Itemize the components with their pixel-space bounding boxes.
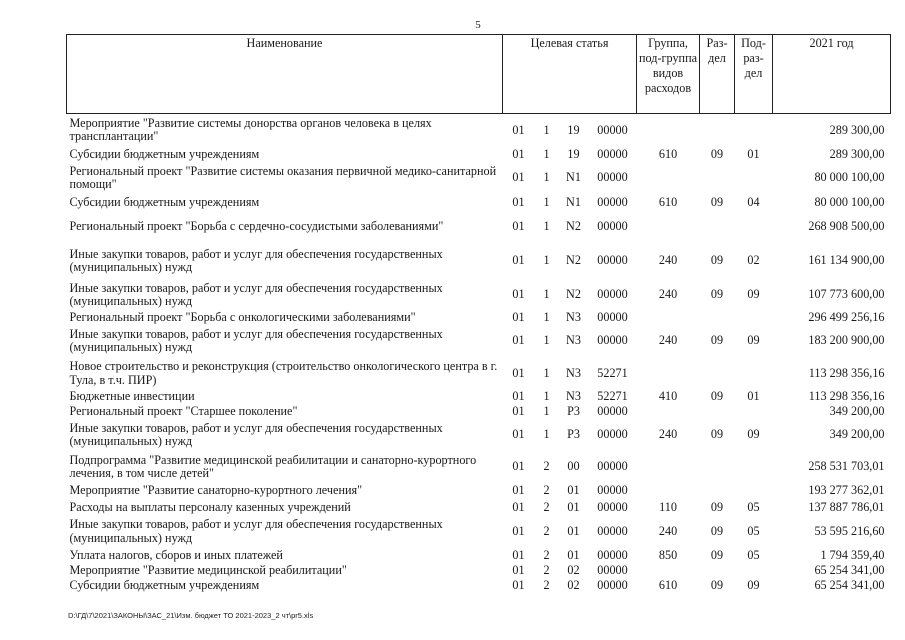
row-target-direction: 00000: [597, 253, 628, 268]
header-section: Раз-дел: [700, 35, 735, 114]
row-subsection: [735, 114, 773, 147]
row-target-direction: 00000: [597, 309, 628, 324]
row-subsection: 05: [747, 547, 760, 562]
row-target-program: 01: [512, 333, 525, 348]
row-target-event: N1: [566, 170, 581, 185]
row-expense-group: [637, 483, 700, 500]
row-section: [700, 212, 735, 243]
row-target-direction: 00000: [597, 427, 628, 442]
row-target-subprogram: 2: [543, 483, 550, 498]
table-row: [67, 212, 891, 243]
row-target-subprogram: 1: [543, 287, 550, 302]
row-target-program: 01: [512, 309, 525, 324]
row-target-subprogram: 2: [543, 547, 550, 562]
row-target-direction: 00000: [597, 459, 628, 474]
row-name: Субсидии бюджетным учреждениям: [69, 194, 260, 209]
row-amount: 53 595 216,60: [814, 523, 885, 538]
row-target-subprogram: 2: [543, 523, 550, 538]
row-name: Региональный проект "Борьба с сердечно-сосудистыми заболеваниями": [69, 219, 444, 234]
row-target-event: 01: [567, 523, 580, 538]
row-name: Региональный проект "Старшее поколение": [69, 403, 298, 418]
row-target-direction: 00000: [597, 146, 628, 161]
row-amount: 65 254 341,00: [814, 563, 885, 578]
row-amount: 80 000 100,00: [814, 194, 885, 209]
row-section: 09: [710, 194, 724, 209]
row-target-direction: 00000: [597, 122, 628, 137]
row-target-direction: 00000: [597, 333, 628, 348]
row-target-program: 01: [512, 287, 525, 302]
row-section: 09: [710, 499, 724, 514]
row-name: Мероприятие "Развитие системы донорства органов человека в целях трансплантации": [69, 115, 432, 144]
row-section: 09: [710, 578, 724, 593]
row-subsection: [735, 483, 773, 500]
row-subsection: [735, 212, 773, 243]
table-row: [67, 163, 891, 194]
row-target-subprogram: 1: [543, 253, 550, 268]
row-target-event: 02: [567, 563, 580, 578]
row-amount: 137 887 786,01: [808, 499, 885, 514]
row-target-subprogram: 1: [543, 427, 550, 442]
row-name: Иные закупки товаров, работ и услуг для обеспечения государственных (муниципальных) нужд: [69, 517, 443, 545]
row-target-direction: 00000: [597, 547, 628, 562]
row-amount: 80 000 100,00: [814, 170, 885, 185]
budget-table: [66, 34, 891, 594]
row-subsection: [735, 163, 773, 194]
row-expense-group: [637, 405, 700, 419]
row-amount: 296 499 256,16: [808, 309, 885, 324]
row-target-direction: 00000: [597, 563, 628, 578]
row-section: [700, 163, 735, 194]
row-target-subprogram: 2: [543, 563, 550, 578]
row-expense-group: 110: [659, 499, 677, 514]
header-year-2021: 2021 год: [773, 35, 891, 114]
table-row: [67, 311, 891, 325]
header-target-article: Целевая статья: [503, 35, 637, 114]
row-name: Субсидии бюджетным учреждениям: [69, 578, 260, 593]
row-target-event: N2: [566, 219, 581, 234]
row-target-event: P3: [567, 403, 580, 418]
table-row: [67, 419, 891, 452]
row-subsection: 04: [747, 194, 760, 209]
row-expense-group: 610: [658, 578, 678, 593]
row-target-subprogram: 1: [543, 389, 550, 404]
row-target-direction: 52271: [597, 389, 628, 404]
row-amount: 161 134 900,00: [808, 253, 885, 268]
row-name: Иные закупки товаров, работ и услуг для обеспечения государственных (муниципальных) нужд: [69, 420, 443, 448]
row-target-event: N2: [566, 287, 581, 302]
row-section: [700, 564, 735, 579]
row-amount: 258 531 703,01: [808, 459, 885, 474]
row-subsection: [735, 358, 773, 390]
row-section: 09: [710, 287, 724, 302]
row-expense-group: [637, 358, 700, 390]
row-section: 09: [710, 547, 724, 562]
row-subsection: 09: [747, 427, 760, 442]
row-name: Региональный проект "Борьба с онкологическими заболеваниями": [69, 309, 416, 324]
table-row: [67, 243, 891, 280]
page-number: 5: [475, 19, 481, 31]
row-expense-group: 410: [658, 389, 678, 404]
row-expense-group: 610: [658, 194, 678, 209]
row-name: Расходы на выплаты персоналу казенных учреждений: [69, 499, 351, 514]
table-row: [67, 114, 891, 147]
row-subsection: 09: [747, 578, 760, 593]
row-name: Уплата налогов, сборов и иных платежей: [69, 547, 283, 562]
row-amount: 289 300,00: [829, 146, 885, 161]
table-row: [67, 564, 891, 579]
row-target-program: 01: [512, 499, 525, 514]
row-subsection: [735, 564, 773, 579]
row-name: Мероприятие "Развитие медицинской реабилитации": [69, 563, 347, 578]
row-section: [700, 405, 735, 419]
row-section: [700, 358, 735, 390]
row-target-direction: 00000: [597, 499, 628, 514]
row-expense-group: [637, 452, 700, 483]
row-target-event: N3: [566, 365, 581, 380]
row-section: 09: [710, 146, 724, 161]
row-target-program: 01: [512, 194, 525, 209]
row-target-program: 01: [512, 563, 525, 578]
row-name: Иные закупки товаров, работ и услуг для обеспечения государственных (муниципальных) нужд: [69, 246, 443, 274]
row-subsection: [735, 405, 773, 419]
row-amount: 289 300,00: [829, 122, 885, 137]
table-row: [67, 147, 891, 163]
row-target-subprogram: 2: [543, 578, 550, 593]
row-target-event: N3: [566, 309, 581, 324]
header-name: Наименование: [67, 35, 503, 114]
row-target-direction: 00000: [597, 219, 628, 234]
row-expense-group: 850: [658, 547, 678, 562]
row-target-program: 01: [512, 427, 525, 442]
row-target-program: 01: [512, 170, 525, 185]
row-target-program: 01: [512, 219, 525, 234]
row-amount: 107 773 600,00: [808, 287, 885, 302]
row-section: 09: [710, 389, 724, 404]
table-row: [67, 579, 891, 594]
row-target-program: 01: [512, 483, 525, 498]
row-expense-group: 240: [658, 523, 678, 538]
row-target-direction: 00000: [597, 403, 628, 418]
row-subsection: 05: [747, 523, 760, 538]
table-row: [67, 390, 891, 405]
row-amount: 183 200 900,00: [808, 333, 885, 348]
row-subsection: [735, 311, 773, 325]
row-expense-group: 610: [658, 146, 678, 161]
row-subsection: 09: [747, 287, 760, 302]
row-target-subprogram: 1: [543, 365, 550, 380]
row-target-direction: 00000: [597, 194, 628, 209]
row-subsection: 05: [747, 499, 760, 514]
row-amount: 1 794 359,40: [820, 547, 885, 562]
row-subsection: 01: [747, 146, 760, 161]
row-target-event: N2: [566, 253, 581, 268]
row-name: Субсидии бюджетным учреждениям: [69, 146, 260, 161]
row-target-direction: 00000: [597, 170, 628, 185]
table-row: [67, 548, 891, 564]
row-name: Иные закупки товаров, работ и услуг для обеспечения государственных (муниципальных) нужд: [69, 280, 443, 308]
row-target-event: 02: [567, 578, 580, 593]
row-target-program: 01: [512, 365, 525, 380]
row-target-subprogram: 1: [543, 403, 550, 418]
row-expense-group: [637, 163, 700, 194]
row-amount: 268 908 500,00: [808, 219, 885, 234]
table-row: [67, 358, 891, 390]
row-subsection: [735, 452, 773, 483]
row-target-event: N3: [566, 389, 581, 404]
row-target-subprogram: 1: [543, 170, 550, 185]
row-name: Мероприятие "Развитие санаторно-курортного лечения": [69, 483, 363, 498]
table-row: [67, 483, 891, 500]
row-target-direction: 52271: [597, 365, 628, 380]
row-subsection: 09: [747, 333, 760, 348]
table-row: [67, 452, 891, 483]
row-expense-group: 240: [658, 253, 678, 268]
row-section: 09: [710, 333, 724, 348]
table-row: [67, 325, 891, 358]
row-target-program: 01: [512, 146, 525, 161]
row-target-subprogram: 1: [543, 146, 550, 161]
row-section: [700, 452, 735, 483]
row-subsection: 01: [747, 389, 760, 404]
row-target-direction: 00000: [597, 578, 628, 593]
row-name: Бюджетные инвестиции: [69, 389, 195, 404]
row-target-direction: 00000: [597, 483, 628, 498]
row-name: Подпрограмма "Развитие медицинской реабилитации и санаторно-курортного лечения, в том числе детей": [69, 452, 477, 480]
table-row: [67, 280, 891, 311]
row-target-subprogram: 1: [543, 309, 550, 324]
row-amount: 349 200,00: [829, 427, 885, 442]
row-target-program: 01: [512, 547, 525, 562]
table-row: [67, 194, 891, 212]
row-target-event: 01: [567, 483, 580, 498]
row-target-direction: 00000: [597, 523, 628, 538]
row-target-program: 01: [512, 403, 525, 418]
row-name: Новое строительство и реконструкция (строительство онкологического центра в г. Тула, в т.ч. ПИР): [69, 359, 498, 387]
header-subsection: Под-раз-дел: [735, 35, 773, 114]
row-target-event: 01: [567, 499, 580, 514]
row-target-subprogram: 2: [543, 499, 550, 514]
row-target-event: 00: [567, 459, 580, 474]
row-target-event: 01: [567, 547, 580, 562]
row-target-program: 01: [512, 253, 525, 268]
table-row: [67, 405, 891, 419]
row-expense-group: [637, 114, 700, 147]
row-target-subprogram: 2: [543, 459, 550, 474]
row-amount: 65 254 341,00: [814, 578, 885, 593]
row-target-subprogram: 1: [543, 219, 550, 234]
row-section: [700, 311, 735, 325]
row-target-subprogram: 1: [543, 333, 550, 348]
row-amount: 113 298 356,16: [808, 389, 885, 404]
row-section: 09: [710, 427, 724, 442]
table-row: [67, 516, 891, 548]
row-section: [700, 114, 735, 147]
row-section: 09: [710, 253, 724, 268]
row-target-subprogram: 1: [543, 122, 550, 137]
header-expense-group: Группа, под-группа видов расходов: [637, 35, 700, 114]
row-name: Региональный проект "Развитие системы оказания первичной медико-санитарной помощи": [69, 163, 497, 191]
row-amount: 349 200,00: [829, 403, 885, 418]
footer-file-path: D:\ГД\7\2021\ЗАКОНЫ\ЗАС_21\Изм. бюджет ТО 2021-2023_2 чт\pr5.xls: [68, 611, 314, 620]
row-name: Иные закупки товаров, работ и услуг для обеспечения государственных (муниципальных) нужд: [69, 326, 443, 354]
row-section: [700, 483, 735, 500]
row-expense-group: 240: [658, 287, 678, 302]
row-target-event: P3: [567, 427, 580, 442]
row-subsection: 02: [747, 253, 760, 268]
row-target-event: N1: [566, 194, 581, 209]
row-expense-group: [637, 212, 700, 243]
table-row: [67, 500, 891, 516]
row-expense-group: 240: [658, 333, 678, 348]
row-target-program: 01: [512, 523, 525, 538]
row-target-program: 01: [512, 459, 525, 474]
row-target-program: 01: [512, 389, 525, 404]
table-header-row: [67, 35, 891, 114]
row-target-event: N3: [566, 333, 581, 348]
row-target-program: 01: [512, 578, 525, 593]
row-expense-group: [637, 564, 700, 579]
row-target-program: 01: [512, 122, 525, 137]
row-target-event: 19: [567, 146, 580, 161]
row-amount: 193 277 362,01: [808, 483, 885, 498]
row-target-direction: 00000: [597, 287, 628, 302]
row-expense-group: [637, 311, 700, 325]
row-amount: 113 298 356,16: [808, 365, 885, 380]
row-target-subprogram: 1: [543, 194, 550, 209]
row-expense-group: 240: [658, 427, 678, 442]
row-target-event: 19: [567, 122, 580, 137]
row-section: 09: [710, 523, 724, 538]
